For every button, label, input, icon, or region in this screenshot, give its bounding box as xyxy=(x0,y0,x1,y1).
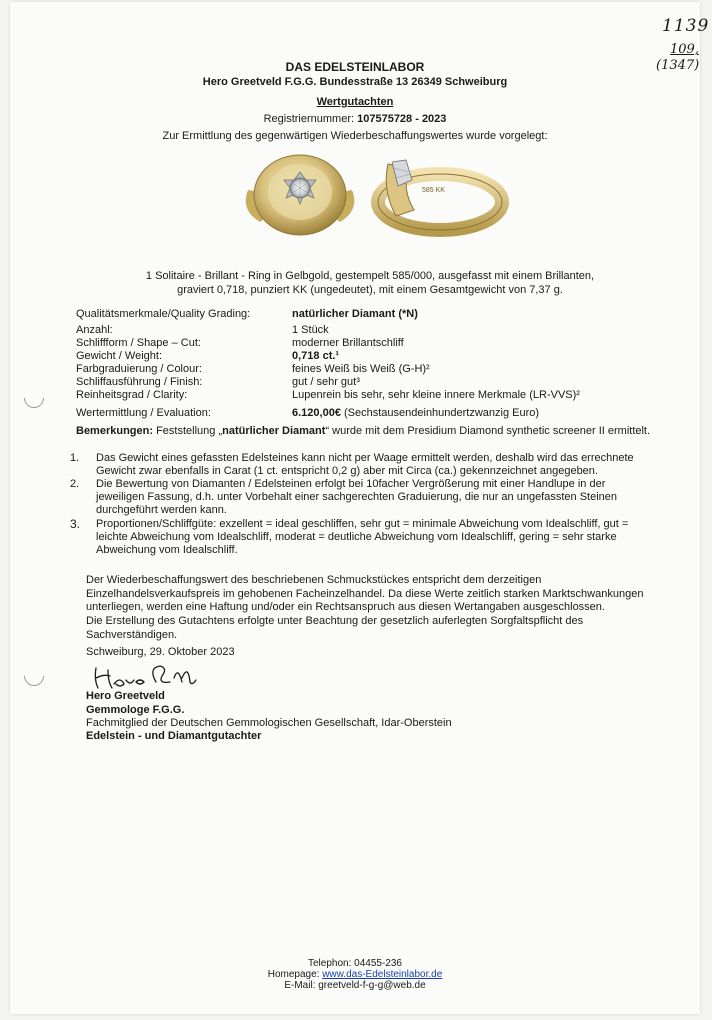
footnote-line: Gewicht zwar ebenfalls in Carat (1 ct. entspricht 0,2 g) aber mit Circa (ca.) gekennzeichnet angegeben. xyxy=(96,465,598,477)
ring-side-view xyxy=(378,160,502,230)
grading-value: gut / sehr gut³ xyxy=(292,376,360,388)
footnote-line: Das Gewicht eines gefassten Edelsteines kann nicht per Waage ermittelt werden, deshalb wird das errechnete xyxy=(96,452,634,464)
footnote-number: 3. xyxy=(70,517,81,531)
footer-email-value: greetveld-f-g-g@web.de xyxy=(318,980,426,991)
certificate-page xyxy=(10,2,710,1014)
footnote-2 xyxy=(70,478,686,517)
evaluation-label: Wertermittlung / Evaluation: xyxy=(76,407,211,419)
grading-label: Reinheitsgrad / Clarity: xyxy=(76,389,188,401)
grading-row-clarity xyxy=(76,389,696,402)
signatory-membership: Fachmitglied der Deutschen Gemmologischen Gesellschaft, Idar-Oberstein xyxy=(86,717,452,729)
grading-value: feines Weiß bis Weiß (G-H)² xyxy=(292,363,430,375)
closing-line: Sachverständigen. xyxy=(86,628,178,641)
grading-value: Lupenrein bis sehr, sehr kleine innere Merkmale (LR-VVS)² xyxy=(292,389,580,401)
closing-line: Einzelhandelsverkaufspreis im gehobenen Facheinzelhandel. Da diese Werte zeitlich starken Marktschwankungen xyxy=(86,587,644,600)
ring-photos xyxy=(230,150,510,246)
footnote-line: Die Bewertung von Diamanten / Edelsteinen erfolgt bei 10facher Vergrößerung mit einer Handlupe in der xyxy=(96,478,606,490)
ring-engraving: 585 KK xyxy=(422,187,445,194)
remarks-line xyxy=(76,425,696,438)
closing-paragraph-1 xyxy=(86,574,686,615)
closing-line: Die Erstellung des Gutachtens erfolgte unter Beachtung der gesetzlich auferlegten Sorgfaltspflicht des xyxy=(86,615,584,627)
grading-header-label: Qualitätsmerkmale/Quality Grading: xyxy=(76,308,251,320)
signatory-role: Edelstein - und Diamantgutachter xyxy=(86,730,262,742)
lab-name: DAS EDELSTEINLABOR xyxy=(285,60,425,74)
punch-hole-top xyxy=(20,384,48,412)
footer-email-label: E-Mail: xyxy=(284,980,316,991)
footnote-1 xyxy=(70,452,686,478)
footer-phone-label: Telephon: xyxy=(308,958,352,969)
grading-value: moderner Brillantschliff xyxy=(292,337,404,349)
footnote-number: 1. xyxy=(70,452,80,464)
document-title xyxy=(10,96,700,108)
registration-label: Registriernummer: xyxy=(263,113,355,125)
handwritten-note-top: 109, xyxy=(670,42,699,57)
remarks-label: Bemerkungen: xyxy=(76,425,154,437)
footnote-line: jeweiligen Fassung, d.h. unter Vorbehalt einer sachgerechten Graduierung, die nur an ungefassten Steinen xyxy=(96,491,618,503)
grading-label: Schliffausführung / Finish: xyxy=(76,376,203,388)
handwritten-number: 1139 xyxy=(662,16,710,36)
grading-header-value: natürlicher Diamant (*N) xyxy=(292,308,418,320)
item-description-line1: 1 Solitaire - Brillant - Ring in Gelbgold, gestempelt 585/000, ausgefasst mit einem Brillanten, xyxy=(145,270,595,282)
evaluation-value: 6.120,00€ xyxy=(292,407,341,419)
lab-address: Hero Greetveld F.G.G. Bundesstraße 13 26349 Schweiburg xyxy=(202,76,508,88)
closing-line: unterliegen, werden eine Haftung und/oder ein Rechtsanspruch aus diesen Wertangaben ausgeschlossen. xyxy=(86,601,605,613)
ring-top-view xyxy=(246,155,355,235)
remarks-text-after: “ wurde mit dem Presidium Diamond synthetic screener II ermittelt. xyxy=(325,425,651,437)
evaluation-row xyxy=(76,407,696,421)
grading-row-weight xyxy=(76,350,696,363)
place-date: Schweiburg, 29. Oktober 2023 xyxy=(86,646,235,658)
grading-row-shape xyxy=(76,337,696,350)
footnote-number: 2. xyxy=(70,478,80,490)
intro-text: Zur Ermittlung des gegenwärtigen Wiederbeschaffungswertes wurde vorgelegt: xyxy=(162,130,548,142)
registration-number: 107575728 - 2023 xyxy=(357,113,447,125)
footnote-line: Abweichung vom Idealschliff. xyxy=(96,544,238,556)
grading-label: Farbgraduierung / Colour: xyxy=(76,363,202,375)
grading-value: 1 Stück xyxy=(292,324,329,336)
footnote-line: durchgeführt werden kann. xyxy=(96,504,227,516)
footer-phone-value: 04455-236 xyxy=(354,958,402,969)
remarks-text-before: Feststellung „ xyxy=(153,425,223,437)
item-description-line2: graviert 0,718, punziert KK (ungedeutet), mit einem Gesamtgewicht von 7,37 g. xyxy=(177,284,563,296)
handwritten-signature xyxy=(90,660,200,692)
closing-line: Der Wiederbeschaffungswert des beschriebenen Schmuckstückes entspricht dem derzeitigen xyxy=(86,574,542,586)
remarks-emphasis: natürlicher Diamant xyxy=(222,425,326,437)
closing-paragraph-2 xyxy=(86,615,686,642)
grading-label: Schliffform / Shape – Cut: xyxy=(76,337,201,349)
grading-label: Anzahl: xyxy=(76,324,113,336)
grading-label: Gewicht / Weight: xyxy=(76,350,162,362)
footnote-line: Proportionen/Schliffgüte: exzellent = ideal geschliffen, sehr gut = minimale Abweichung vom Idealschliff, gut = xyxy=(96,518,629,530)
document-title-text: Wertgutachten xyxy=(316,96,394,108)
grading-row-finish xyxy=(76,376,696,389)
footer-email xyxy=(10,980,700,992)
evaluation-words: (Sechstausendeinhundertzwanzig Euro) xyxy=(344,407,540,419)
footer-homepage-label: Homepage: xyxy=(267,969,320,980)
grading-row-colour xyxy=(76,363,696,376)
grading-header-row xyxy=(76,308,696,322)
registration-line xyxy=(10,113,700,125)
punch-hole-bottom xyxy=(20,662,48,690)
grading-row-count xyxy=(76,324,696,337)
footnote-3 xyxy=(70,517,686,557)
handwritten-note-bottom: (1347) xyxy=(656,58,700,73)
grading-value: 0,718 ct.¹ xyxy=(292,350,340,362)
homepage-link[interactable]: www.das-Edelsteinlabor.de xyxy=(322,969,443,980)
signatory-title: Gemmologe F.G.G. xyxy=(86,704,185,716)
evaluation-value-wrap xyxy=(292,407,712,420)
footnote-line: leichte Abweichung vom Idealschliff, moderat = deutliche Abweichung vom Idealschliff, gering = sehr starke xyxy=(96,531,617,543)
signatory-name: Hero Greetveld xyxy=(86,690,165,702)
